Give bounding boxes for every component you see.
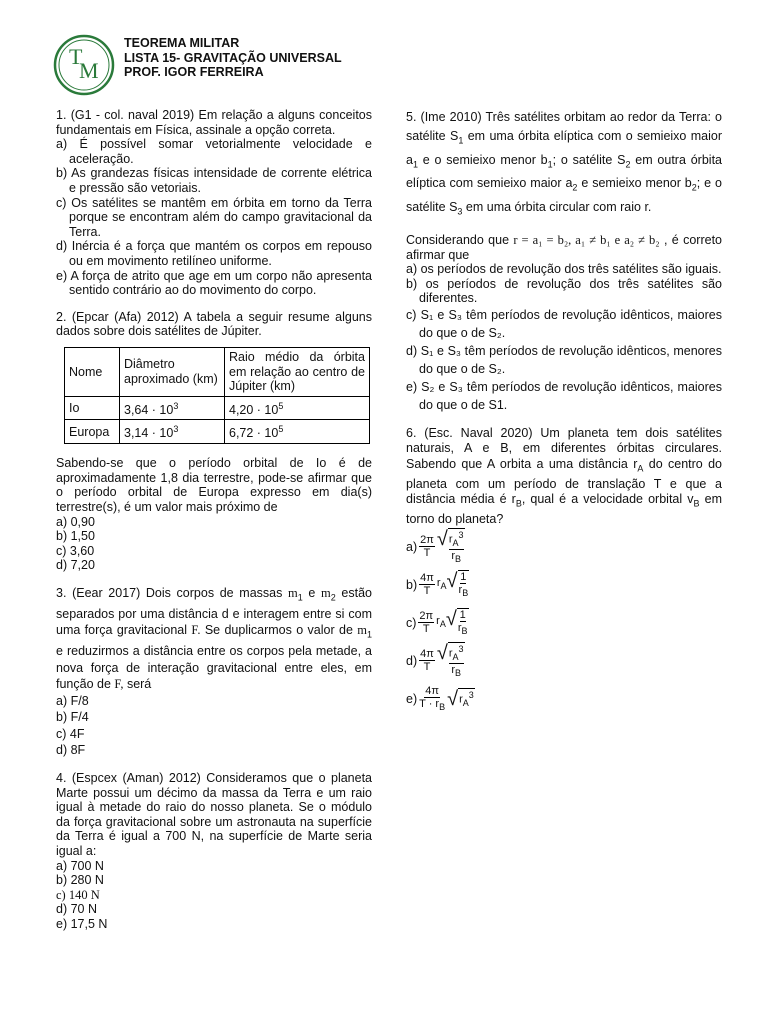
q6-option-c: c) $\frac{2\pi}{T}$ $r_A$ √ 1 $r_B$ xyxy=(406,608,468,637)
q3-option-d: d) 8F xyxy=(56,743,86,758)
q1-stem: 1. (G1 - col. naval 2019) Em relação a alguns conceitos fundamentais em Física, assinale a opção correta. xyxy=(56,108,372,137)
q5-option-a: a) os períodos de revolução dos três satélites são iguais. xyxy=(406,262,722,277)
q1-option-b: b) As grandezas físicas intensidade de corrente elétrica e pressão são vetoriais. xyxy=(56,166,372,195)
header-line1: TEOREMA MILITAR xyxy=(124,36,240,50)
q4-option-e: e) 17,5 N xyxy=(56,916,108,931)
table-header-diameter: Diâmetro aproximado (km) xyxy=(120,347,225,396)
table-cell: Europa xyxy=(65,420,120,444)
q1-option-d: d) Inércia é a força que mantém os corpos em repouso ou em movimento retilíneo uniforme. xyxy=(56,239,372,268)
question-2 xyxy=(56,310,372,573)
q2-option-b: b) 1,50 xyxy=(56,529,95,544)
right-column xyxy=(406,108,722,730)
table-cell: $6,72 \cdot 10^5$ xyxy=(225,420,370,444)
q3-option-b: b) F/4 xyxy=(56,710,89,725)
left-column xyxy=(56,108,372,943)
document-header xyxy=(124,36,342,80)
q4-option-a: a) 700 N xyxy=(56,858,104,873)
table-header-name: Nome xyxy=(65,347,120,396)
q5-stem: 5. (Ime 2010) Três satélites orbitam ao redor da Terra: o satélite $S_1$ em uma órbita elíptica com o semieixo maior $a_1$ e o semieixo menor $b_1$; o satélite $S_2$ em outra órbita elíptica com semieixo maior $a_2$ e semieixo menor $b_2$; e o satélite $S_3$ em uma órbita circular com raio r. xyxy=(406,110,723,216)
q6-option-a: a) $\frac{2\pi}{T}$ √ $r_A^3$ $r_B$ xyxy=(406,528,464,565)
q2-option-c: c) 3,60 xyxy=(56,543,95,558)
table-header-radius: Raio médio da órbita em relação ao centro de Júpiter (km) xyxy=(225,347,370,396)
q5-option-d: d) S₁ e S₃ têm períodos de revolução idênticos, menores do que o de S₂. xyxy=(406,343,722,376)
q4-stem: 4. (Espcex (Aman) 2012) Consideramos que o planeta Marte possui um décimo da massa da Terra e um raio igual à metade do raio do nosso planeta. Se o módulo da força gravitacional sobre um astronauta na superfície da Terra é igual a 700 N, na superfície de Marte seria igual a: xyxy=(56,770,372,858)
table-cell: Io xyxy=(65,396,120,420)
question-6 xyxy=(406,426,722,718)
question-4 xyxy=(56,771,372,932)
table-cell: $3,14 \cdot 10^3$ xyxy=(120,420,225,444)
table-row xyxy=(65,396,370,420)
table-cell: $3,64 \cdot 10^3$ xyxy=(120,396,225,420)
logo-text-t: T xyxy=(69,44,83,69)
q6-stem: 6. (Esc. Naval 2020) Um planeta tem dois satélites naturais, A e B, em diferentes órbitas circulares. Sabendo que A orbita a uma distância $r_A$ do centro do planeta com um período de translação T e que a distância média é $r_B$, qual é a velocidade orbital $v_B$ em torno do planeta? xyxy=(406,425,722,527)
q5-option-e: e) S₂ e S₃ têm períodos de revolução idênticos, maiores do que o de S1. xyxy=(406,379,722,412)
q6-option-b: b) $\frac{4\pi}{T}$ $r_A$ √ 1 $r_B$ xyxy=(406,570,469,599)
q2-text: Sabendo-se que o período orbital de Io é de aproximadamente 1,8 dia terrestre, pode-se afirmar que o período orbital de Europa expresso em dia(s) terrestre(s), é um valor mais próximo de xyxy=(56,456,372,514)
q2-stem: 2. (Epcar (Afa) 2012) A tabela a seguir resume alguns dados sobre dois satélites de Júpiter. xyxy=(56,309,372,339)
q5-option-c: c) S₁ e S₃ têm períodos de revolução idênticos, maiores do que o de S₂. xyxy=(406,307,722,340)
table-cell: $4,20 \cdot 10^5$ xyxy=(225,396,370,420)
q1-option-a: a) É possível somar vetorialmente velocidade e aceleração. xyxy=(56,137,372,166)
q5-condition: Considerando que r = a₁ = b₂, a₁ ≠ b₁ e a₂ ≠ b₂ , é correto afirmar que xyxy=(406,233,722,262)
q6-option-d: d) $\frac{4\pi}{T}$ √ $r_A^3$ $r_B$ xyxy=(406,642,464,679)
q4-option-b: b) 280 N xyxy=(56,873,104,888)
question-3 xyxy=(56,585,372,759)
q5-option-b: b) os períodos de revolução dos três satélites são diferentes. xyxy=(406,276,722,306)
question-1 xyxy=(56,108,372,298)
q3-option-a: a) F/8 xyxy=(56,693,89,708)
header-line3: PROF. IGOR FERREIRA xyxy=(124,65,264,79)
question-5 xyxy=(406,108,722,414)
satellite-table xyxy=(64,347,370,444)
q6-option-e: e) $\frac{4\pi}{T \cdot r_B}$ √ $r_A^3$ xyxy=(406,684,474,713)
q2-option-d: d) 7,20 xyxy=(56,558,95,573)
header-line2: LISTA 15- GRAVITAÇÃO UNIVERSAL xyxy=(124,50,342,65)
table-row xyxy=(65,420,370,444)
q4-option-c: c) 140 N xyxy=(56,887,100,902)
q1-option-c: c) Os satélites se mantêm em órbita em torno da Terra porque se encontram além do campo gravitacional da Terra. xyxy=(56,195,372,239)
q2-option-a: a) 0,90 xyxy=(56,514,95,529)
q1-option-e: e) A força de atrito que age em um corpo não apresenta sentido contrário ao do movimento do corpo. xyxy=(56,268,372,298)
logo xyxy=(53,34,115,96)
logo-text-m: M xyxy=(79,58,99,83)
q3-stem: 3. (Eear 2017) Dois corpos de massas $m_1$ e $m_2$ estão separados por uma distância d e interagem entre si com uma força gravitacional F. Se duplicarmos o valor de $m_1$ e reduzirmos a distância entre os corpos pela metade, a nova força de interação gravitacional entre eles, em função de F, será xyxy=(56,585,373,692)
q4-option-d: d) 70 N xyxy=(56,902,97,917)
q3-option-c: c) 4F xyxy=(56,726,85,741)
